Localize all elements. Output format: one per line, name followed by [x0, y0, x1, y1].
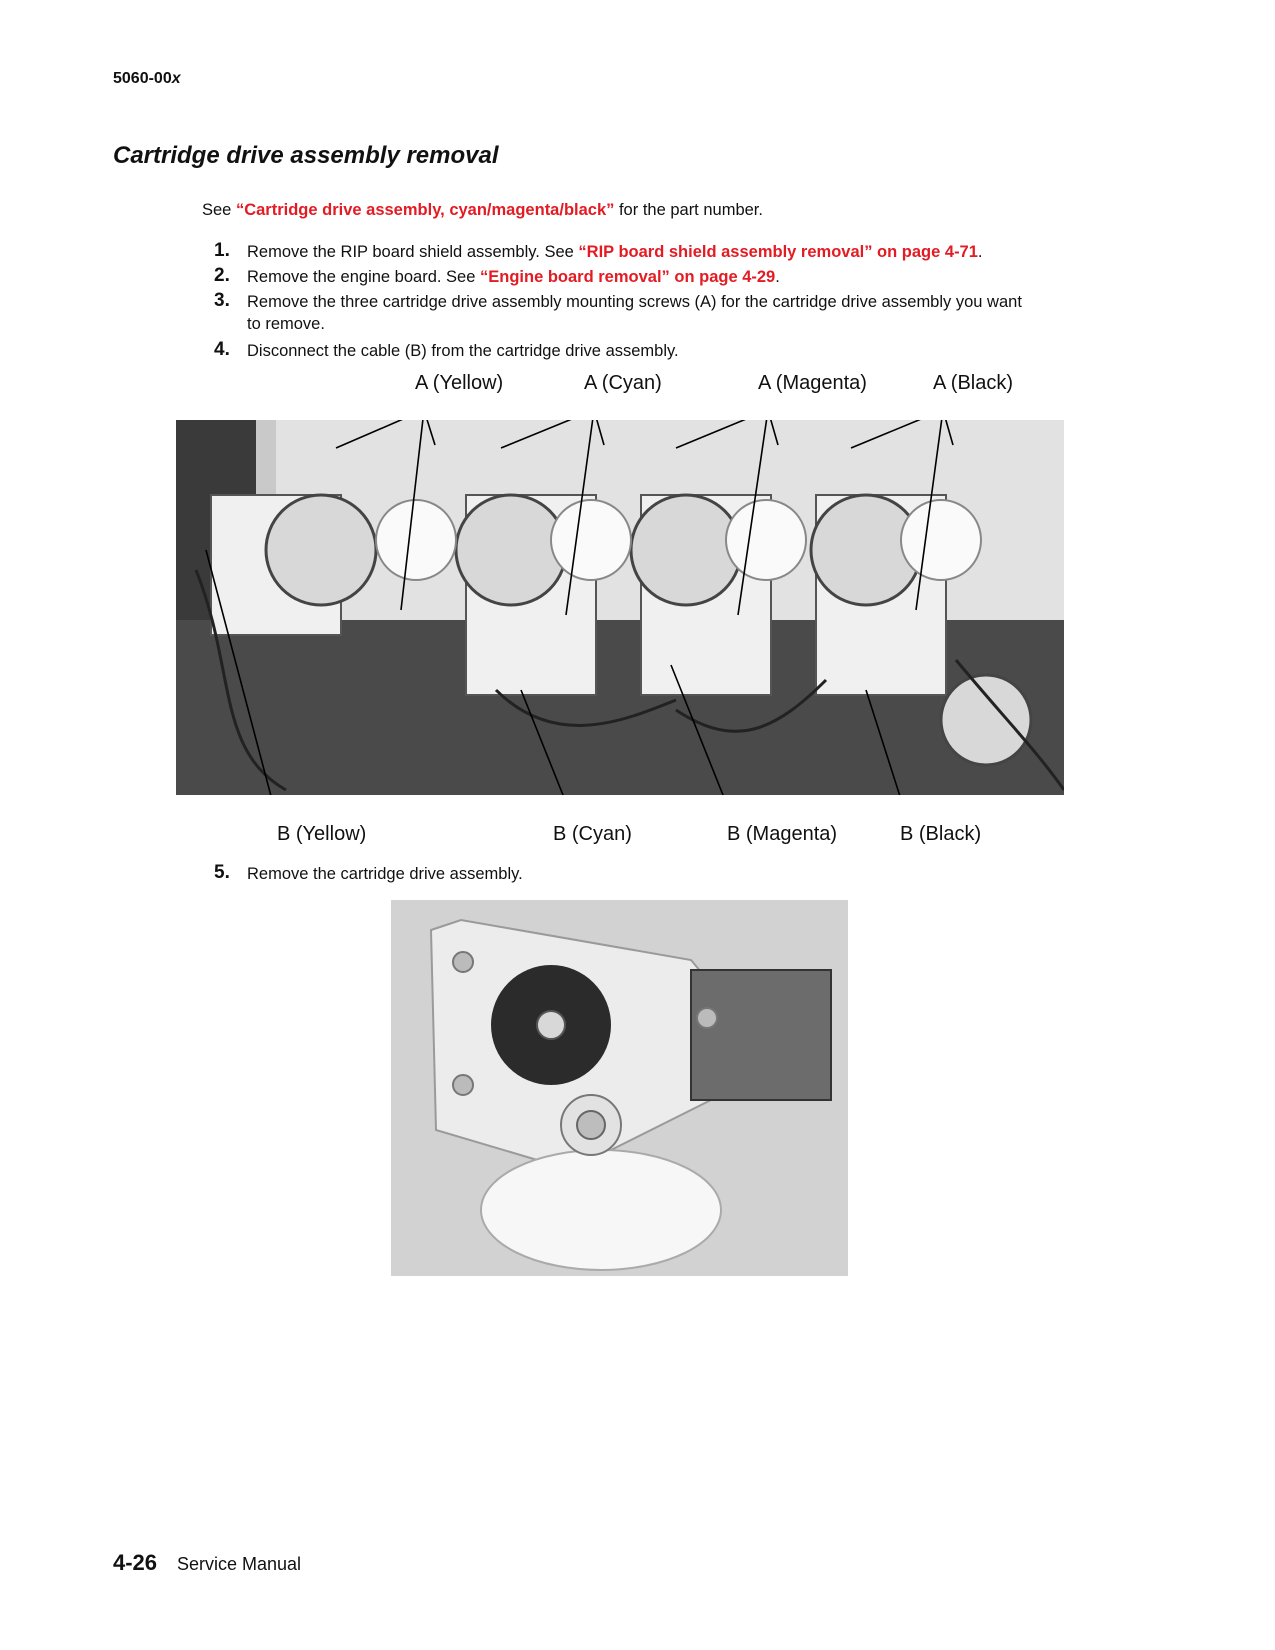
callout-b-magenta: B (Magenta): [727, 823, 838, 845]
step-1-text: [247, 242, 983, 262]
intro-link[interactable]: “Cartridge drive assembly, cyan/magenta/black”: [235, 201, 615, 219]
page-number: 4-26: [113, 1550, 158, 1575]
step-5-number: 5.: [214, 862, 230, 883]
step-1-post: .: [977, 243, 983, 261]
callout-b-black: B (Black): [900, 823, 982, 845]
step-4-number: 4.: [214, 339, 230, 360]
callout-b-yellow: B (Yellow): [277, 823, 367, 845]
step-1-number: 1.: [214, 240, 230, 261]
step-3-number: 3.: [214, 290, 230, 311]
intro-paragraph: [202, 200, 763, 220]
model-number: [113, 70, 181, 88]
footer-title: Service Manual: [177, 1554, 302, 1574]
cartridge-drives-photo: [176, 420, 1064, 795]
callout-b-cyan: B (Cyan): [553, 823, 632, 845]
callout-a-magenta: A (Magenta): [758, 372, 867, 394]
step-1-pre: Remove the RIP board shield assembly. See: [247, 243, 579, 261]
callout-a-black: A (Black): [933, 372, 1014, 394]
step-1-link[interactable]: “RIP board shield assembly removal” on page 4-71: [578, 243, 978, 261]
model-prefix: 5060-00: [113, 70, 172, 87]
step-2-post: .: [775, 268, 780, 286]
intro-text-post: for the part number.: [614, 201, 763, 219]
callout-a-cyan: A (Cyan): [584, 372, 662, 394]
step-3-line-1: Remove the three cartridge drive assembly mounting screws (A) for the cartridge drive assembly you want: [247, 293, 1022, 311]
callout-a-yellow: A (Yellow): [415, 372, 504, 394]
intro-text-pre: See: [202, 201, 236, 219]
cartridge-drive-assembly-photo: [391, 900, 848, 1276]
section-title: Cartridge drive assembly removal: [113, 142, 499, 169]
model-suffix: x: [171, 70, 181, 87]
step-2-number: 2.: [214, 265, 230, 286]
step-2-pre: Remove the engine board. See: [247, 268, 480, 286]
step-5-text: Remove the cartridge drive assembly.: [247, 865, 523, 883]
step-2-link[interactable]: “Engine board removal” on page 4-29: [480, 268, 776, 286]
step-2-text: [247, 267, 780, 287]
step-3-line-2: to remove.: [247, 315, 325, 333]
step-4-text: Disconnect the cable (B) from the cartridge drive assembly.: [247, 342, 679, 360]
